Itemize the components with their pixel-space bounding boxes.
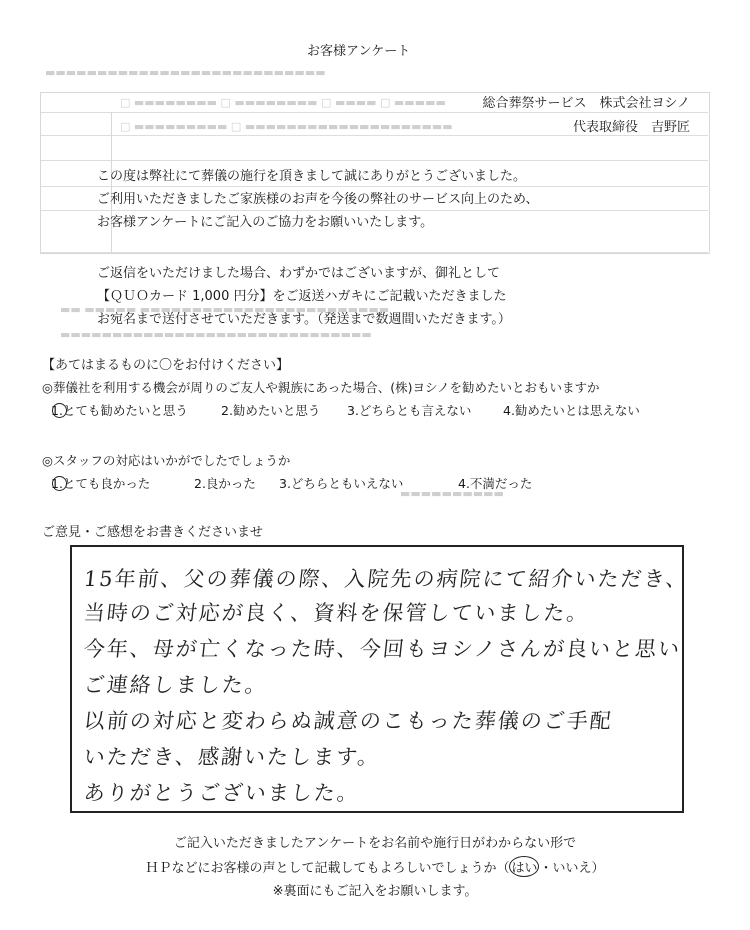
consent-line-2: ＨＰなどにお客様の声として記載してもよろしいでしょうか（ はい ・いいえ） <box>0 856 750 877</box>
question-1-text: ◎葬儀社を利用する機会が周りのご友人や親族にあった場合、(株)ヨシノを勧めたいとおもいますか <box>42 380 600 395</box>
intro-line: ご利用いただきましたご家族様のお声を今後の弊社のサービス向上のため、 <box>97 192 539 207</box>
q1-option-3[interactable]: 3.どちらとも言えない <box>347 403 472 418</box>
handwritten-line: いただき、感謝いたします。 <box>82 745 382 769</box>
reward-line: お宛名まで送付させていただきます。（発送まで数週間いただきます。） <box>97 312 511 327</box>
intro-line: この度は弊社にて葬儀の施行を頂きまして誠にありがとうございました。 <box>97 169 527 184</box>
consent-yes-option[interactable]: はい <box>509 856 539 877</box>
q1-option-2[interactable]: 2.勧めたいと思う <box>221 403 321 418</box>
survey-title: お客様アンケート <box>307 44 411 59</box>
handwritten-line: 15年前、父の葬儀の際、入院先の病院にて紹介いただき、 <box>82 567 691 591</box>
intro-line: お客様アンケートにご記入のご協力をお願いいたします。 <box>97 215 434 230</box>
comments-box[interactable] <box>70 545 691 813</box>
q1-option-4[interactable]: 4.勧めたいとは思えない <box>503 403 640 418</box>
handwritten-line: 今年、母が亡くなった時、今回もヨシノさんが良いと思い <box>82 637 683 661</box>
company-name: 総合葬祭サービス 株式会社ヨシノ <box>482 96 690 111</box>
consent-no-option[interactable]: いいえ <box>552 861 592 876</box>
handwritten-line: ありがとうございました。 <box>82 781 362 805</box>
footer-note: ※裏面にもご記入をお願いします。 <box>272 884 478 899</box>
reward-line: 【ＱＵＯカード 1,000 円分】をご返送ハガキにご記載いただきました <box>97 289 507 304</box>
handwritten-line: 以前の対応と変わらぬ誠意のこもった葬儀のご手配 <box>82 709 615 733</box>
q2-option-3[interactable]: 3.どちらともいえない <box>279 476 404 491</box>
question-2-text: ◎スタッフの対応はいかがでしたでしょうか <box>42 453 291 468</box>
handwritten-line: ご連絡しました。 <box>82 673 270 697</box>
q2-option-4[interactable]: 4.不満だった <box>458 476 533 491</box>
instructions: 【あてはまるものに〇をお付けください】 <box>42 358 290 373</box>
q2-option-1[interactable]: 1.とても良かった <box>51 476 151 491</box>
q2-option-2[interactable]: 2.良かった <box>194 476 256 491</box>
consent-line-1: ご記入いただきましたアンケートをお名前や施行日がわからない形で <box>173 836 577 851</box>
reward-line: ご返信をいただけました場合、わずかではございますが、御礼として <box>97 266 501 281</box>
q1-option-1[interactable]: 1.とても勧めたいと思う <box>51 403 188 418</box>
representative-name: 代表取締役 吉野匠 <box>572 120 690 135</box>
comments-label: ご意見・ご感想をお書きくださいませ <box>42 525 264 540</box>
handwritten-line: 当時のご対応が良く、資料を保管していました。 <box>82 601 591 625</box>
